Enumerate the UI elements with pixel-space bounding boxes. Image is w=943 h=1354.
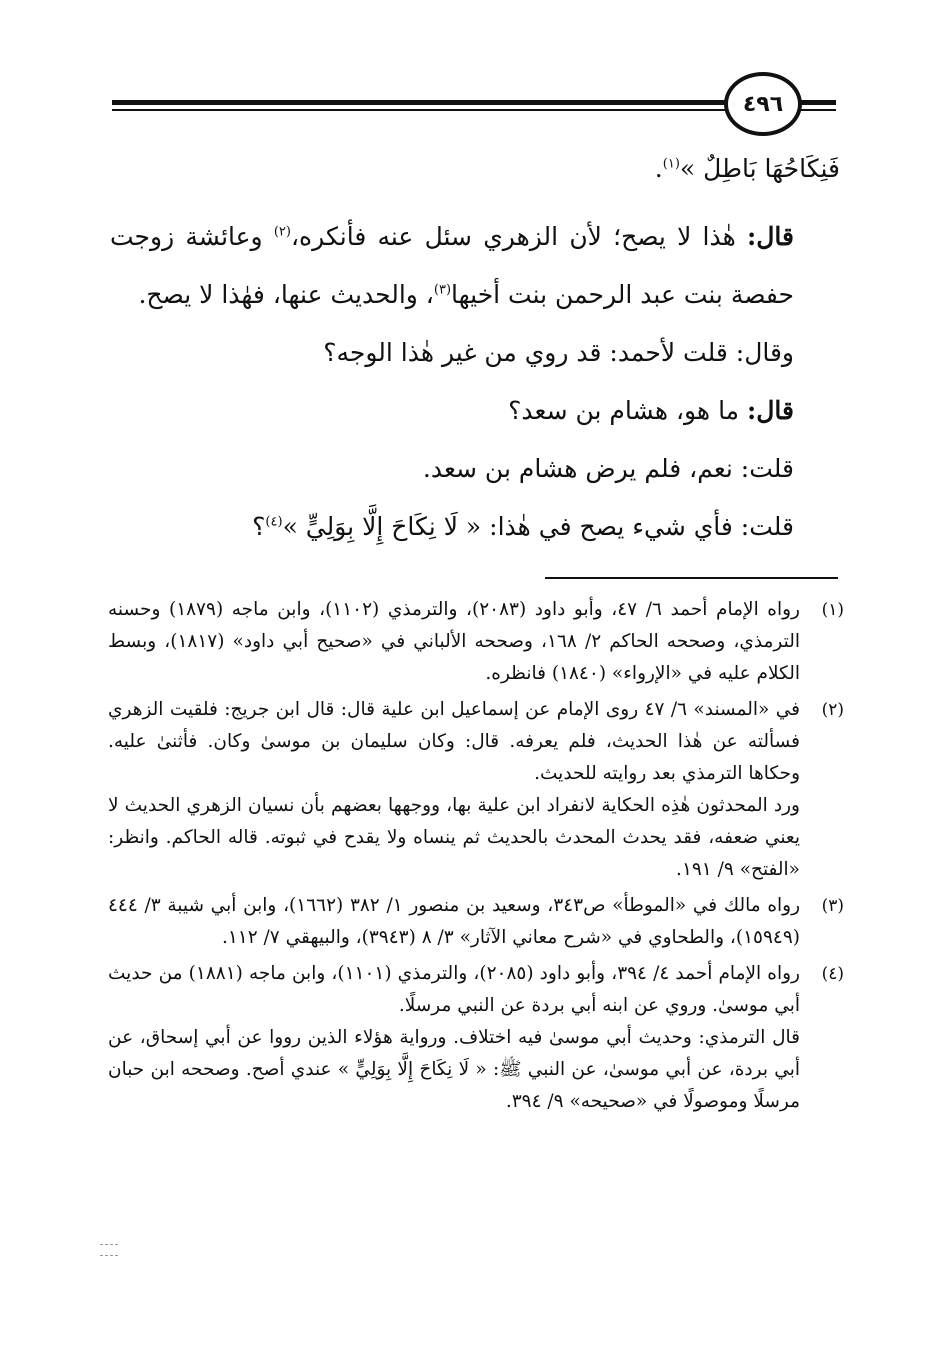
footnote-text: في «المسند» ٦/ ٤٧ روى الإمام عن إسماعيل ابن علية قال: قال ابن جريج: فلقيت الزهري فسألته عن هٰذا الحديث، فلم يعرفه. قال: وكان سليمان بن موسىٰ وكان. فأثنىٰ عليه. وحكاها الترمذي بعد روايته للحديث. ورد المحدثون هٰذِه الحكاية لانفراد ابن علية بها، ووجهها بعضهم بأن نسيان الزهري الحديث لا يعني ضعفه، فقد يحدث المحدث بالحديث ثم ينساه ولا يقدح في ثبوته. قاله الحاكم. وانظر: «الفتح» ٩/ ١٩١. [108, 699, 800, 880]
header-rule-thin [112, 109, 728, 111]
footnote-number: (١) [821, 600, 844, 620]
footnote-text: رواه الإمام أحمد ٦/ ٤٧، وأبو داود (٢٠٨٣)، والترمذي (١١٠٢)، وابن ماجه (١٨٧٩) وحسنه الترمذي، وصححه الحاكم ٢/ ١٦٨، وصححه الألباني في «صحيح أبي داود» (١٨١٧)، وبسط الكلام عليه في «الإرواء» (١٨٤٠) فانظره. [108, 599, 801, 684]
page-number-badge [724, 72, 802, 136]
main-paragraph-6: قلت: فأي شيء يصح في هٰذا: « لَا نِكَاحَ إِلَّا بِوَلِيٍّ »$^{(٤)}$؟ [252, 512, 794, 541]
main-line-1: فَنِكَاحُهَا بَاطِلٌ »$^{(١)}$. [654, 154, 840, 183]
main-paragraph-2: قال: هٰذا لا يصح؛ لأن الزهري سئل عنه فأنكره،$^{(٢)}$ وعائشة زوجت حفصة بنت عبد الرحمن بنت أخيها$^{(٣)}$، والحديث عنها، فهٰذا لا يصح. [110, 222, 794, 309]
footnote-2 [108, 694, 844, 886]
footnote-ref[interactable]: (١) [662, 156, 680, 172]
header-rule-thick [112, 100, 728, 105]
footnote-3 [108, 890, 844, 954]
margin-mark [100, 1244, 118, 1256]
footnote-number: (٤) [821, 964, 844, 984]
footnote-1 [108, 594, 844, 690]
page-number: ٤٩٦ [742, 91, 784, 117]
speaker-label: قال: [747, 396, 794, 425]
footnote-ref[interactable]: (٢) [273, 224, 291, 240]
footnotes [108, 594, 844, 1122]
main-paragraph-3: وقال: قلت لأحمد: قد روي من غير هٰذا الوجه؟ [323, 338, 794, 367]
footnote-4 [108, 958, 844, 1118]
main-text [110, 140, 840, 556]
main-paragraph-5: قلت: نعم، فلم يرض هشام بن سعد. [422, 454, 794, 483]
footnote-text: رواه مالك في «الموطأ» ص٣٤٣، وسعيد بن منصور ١/ ٣٨٢ (١٦٦٢)، وابن أبي شيبة ٣/ ٤٤٤ (١٥٩٤٩)، والطحاوي في «شرح معاني الآثار» ٣/ ٨ (٣٩٤٣)، والبيهقي ٧/ ١١٢. [108, 895, 801, 948]
speaker-label: قال: [747, 222, 794, 251]
footnote-text: رواه الإمام أحمد ٤/ ٣٩٤، وأبو داود (٢٠٨٥)، والترمذي (١١٠١)، وابن ماجه (١٨٨١) من حديث أبي موسىٰ. وروي عن ابنه أبي بردة عن النبي مرسلًا. قال الترمذي: وحديث أبي موسىٰ فيه اختلاف. ورواية هؤلاء الذين رووا عن أبي إسحاق، عن أبي بردة، عن أبي موسىٰ، عن النبي ﷺ: « لَا نِكَاحَ إِلَّا بِوَلِيٍّ » عندي أصح. وصححه ابن حبان مرسلًا وموصولًا في «صحيحه» ٩/ ٣٩٤. [108, 963, 800, 1112]
footnote-separator [545, 577, 838, 579]
footnote-ref[interactable]: (٤) [265, 514, 283, 530]
footnote-number: (٣) [821, 896, 844, 916]
footnote-number: (٢) [821, 700, 844, 720]
main-paragraph-4: قال: ما هو، هشام بن سعد؟ [508, 396, 794, 425]
footnote-ref[interactable]: (٣) [433, 282, 452, 298]
